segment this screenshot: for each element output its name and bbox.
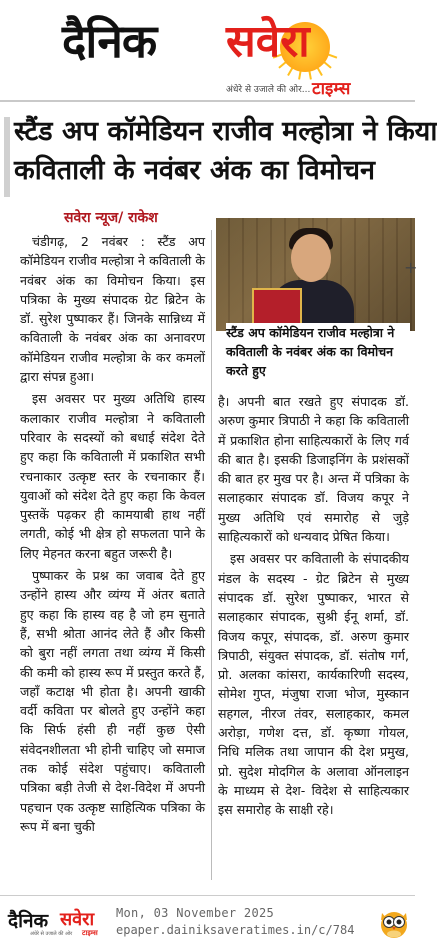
plus-icon[interactable]: + [404, 258, 418, 277]
byline: सवेरा न्यूज/ राकेश [64, 210, 158, 226]
left-column [20, 232, 205, 839]
masthead [0, 0, 415, 100]
article-photo [216, 218, 418, 331]
paragraph: पुष्पाकर के प्रश्न का जवाब देते हुए उन्होंने हास्य और व्यंग्य में अंतर बताते हुए कहा कि हास्य वह है जो हम सुनाते हैं, सभी श्रोता आनंद लेते हैं और किसी को बुरा नहीं लगता तथा व्यंग्य में किसी की कमी को हास्य रूप में प्रस्तुत करते हैं, जहाँ कटाक्ष भी होता है। अपनी खाकी वर्दी कविता पर बोलते हुए उन्होंने कहा कि सिर्फ हंसी ही नहीं कुछ ऐसी संवेदनशीलता भी होनी चाहिए जो समाज तक कोई संदेश पहुंचाए। कविताली पत्रिका बड़ी तेजी से देश-विदेश में अपनी पहचान एक उत्कृष्ट साहित्यिक पत्रिका के रूप में बना चुकी [20, 568, 205, 834]
paragraph: चंडीगढ़, 2 नवंबर : स्टैंड अप कॉमेडियन राजीव मल्होत्रा ने कविताली के नवंबर अंक का विमोचन किया। इस पत्रिका के मुख्य संपादक ग्रेट ब्रिटेन के डॉ. सुरेश पुष्पाकर हैं। जिनके सान्निध्य में कविताली के नवंबर अंक का अनावरण कॉमेडियन राजीव मल्होत्रा के कर कमलों द्वारा संपन्न हुआ। [20, 234, 205, 385]
headline-accent-bar [4, 117, 10, 197]
masthead-title-savera: सवेरा [226, 16, 310, 67]
footer-logo-times: टाइम्स [82, 929, 98, 937]
masthead-title-dainik: दैनिक [62, 14, 157, 68]
masthead-divider [0, 100, 415, 102]
photo-caption: स्टैंड अप कॉमेडियन राजीव मल्होत्रा ने कविताली के नवंबर अंक का विमोचन करते हुए [226, 323, 410, 380]
footer-date: Mon, 03 November 2025 [116, 906, 275, 920]
footer-logo-savera: सवेरा [60, 909, 95, 930]
owl-mascot-icon [378, 905, 410, 939]
paragraph: है। अपनी बात रखते हुए संपादक डॉ. अरुण कुमार त्रिपाठी ने कहा कि कविताली में प्रकाशित होना साहित्यकारों के लिए गर्व की बात है। इसकी डिजाइनिंग के प्रशंसकों की बात हर मुख पर है। अन्त में पत्रिका के सलाहकार संपादक डॉ. विजय कपूर ने मुख्य अतिथि एवं समारोह से जुड़े साहित्यकारों को धन्यवाद प्रेषित किया। [218, 394, 409, 545]
right-column [218, 392, 409, 823]
paragraph: इस अवसर पर कविताली के संपादकीय मंडल के सदस्य - ग्रेट ब्रिटेन से मुख्य संपादक डॉ. सुरेश पुष्पाकर, भारत से सलाहकार संपादक, सुश्री ईनू शर्मा, डॉ. विजय कपूर, संपादक, डॉ. अरुण कुमार त्रिपाठी, संयुक्त संपादक, डॉ. संतोष गर्ग, प्रो. अलका कांसरा, कार्यकारिणी सदस्य, सोमेश गुप्त, मंजुषा राजा भोज, मुस्कान सहगल, नीरज तंवर, सलाहकार, कमल अरोड़ा, गणेश दत्त, डॉ. कृष्णा गोयल, निधि मलिक तथा जापान की देश प्रमुख, प्रो. सुदेश मोदगिल के अलावा ऑनलाइन के माध्यम से देश- विदेश से साहित्यकार इस समारोह के साक्षी रहे। [218, 551, 409, 818]
footer-url[interactable]: epaper.dainiksaveratimes.in/c/784 [116, 923, 355, 937]
masthead-times: टाइम्स [312, 79, 351, 99]
headline-line-1: स्टैंड अप कॉमेडियन राजीव मल्होत्रा ने किया [14, 116, 437, 147]
column-divider [211, 230, 212, 880]
article-headline [14, 112, 437, 190]
masthead-tagline: अंधेरे से उजाले की ओर... [226, 85, 311, 95]
headline-line-2: कविताली के नवंबर अंक का विमोचन [14, 155, 375, 186]
footer-logo-tagline: अंधेरे से उजाले की ओर [30, 931, 73, 937]
paragraph: इस अवसर पर मुख्य अतिथि हास्य कलाकार राजीव मल्होत्रा ने कविताली परिवार के सदस्यों को बधाई संदेश देते हुए कहा कि कविताली में प्रकाशित सभी रचनाकार उत्कृष्ट स्तर के रचनाकार हैं। युवाओं को संदेश देते हुए कहा कि केवल पुस्तकें पढ़कर ही कामयाबी हाथ नहीं लगती, कोई भी क्षेत्र हो सफलता पाने के लिए मेहनत करना बहुत जरूरी है। [20, 391, 205, 561]
footer-logo-dainik: दैनिक [8, 910, 49, 932]
